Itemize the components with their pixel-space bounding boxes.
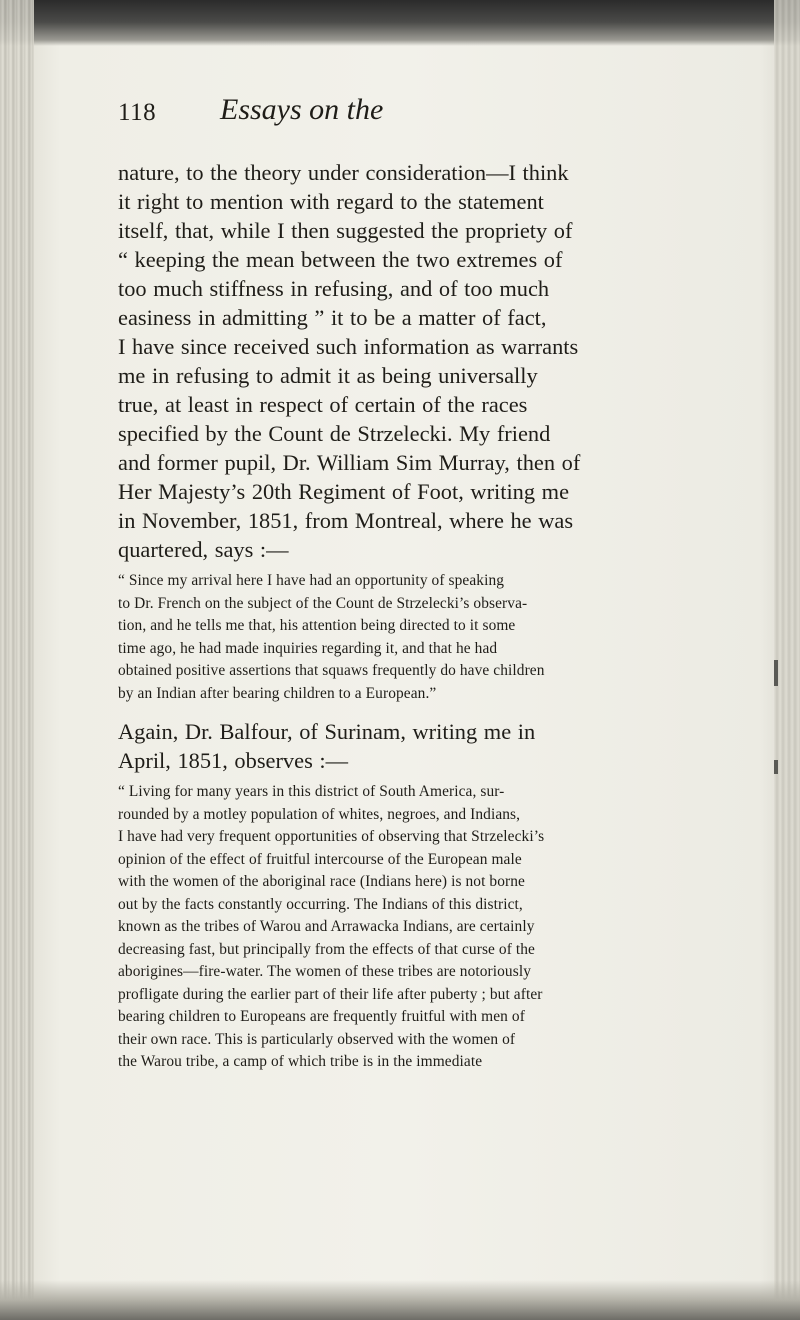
quote-line: opinion of the effect of fruitful intercourse of the European male [118,850,522,868]
text-line: Her Majesty’s 20th Regiment of Foot, writing me [118,479,570,504]
page-gutter-edge [0,0,34,1320]
text-line: it right to mention with regard to the statement [118,189,544,214]
quote-line: aborigines—fire-water. The women of these tribes are notoriously [118,963,531,980]
page-body [118,158,770,1074]
text-line: true, at least in respect of certain of the races [118,392,528,417]
scan-bottom-shadow [0,1280,800,1320]
text-line: specified by the Count de Strzelecki. My friend [118,421,551,446]
text-line: nature, to the theory under consideration—I think [118,160,569,185]
text-line: April, 1851, observes :— [118,748,348,773]
quote-line: time ago, he had made inquiries regarding it, and that he had [118,639,498,657]
text-line: in November, 1851, from Montreal, where he was [118,508,574,533]
quote-line: with the women of the aboriginal race (Indians here) is not borne [118,873,525,890]
quote-line: rounded by a motley population of whites, negroes, and Indians, [118,805,521,823]
text-line: quartered, says :— [118,537,289,562]
text-line: Again, Dr. Balfour, of Surinam, writing me in [118,719,536,744]
text-line: itself, that, while I then suggested the propriety of [118,218,573,243]
quote-line: decreasing fast, but principally from the effects of that curse of the [118,940,535,958]
text-line: “ keeping the mean between the two extremes of [118,247,563,272]
quote-line: “ Living for many years in this district of South America, sur- [118,783,505,800]
quotation-murray [118,570,770,705]
text-line: and former pupil, Dr. William Sim Murray, then of [118,450,581,475]
text-line: easiness in admitting ” it to be a matter of fact, [118,305,547,330]
running-header [118,93,758,133]
quote-line: out by the facts constantly occurring. The Indians of this district, [118,895,523,913]
running-title: Essays on the [220,93,384,126]
quote-line: their own race. This is particularly observed with the women of [118,1030,516,1048]
quote-line: profligate during the earlier part of their life after puberty ; but after [118,985,543,1003]
quote-line: the Warou tribe, a camp of which tribe is in the immediate [118,1053,483,1070]
text-line: me in refusing to admit it as being universally [118,363,538,388]
quote-line: bearing children to Europeans are frequently fruitful with men of [118,1008,525,1025]
quote-line: tion, and he tells me that, his attention being directed to it some [118,617,516,634]
scan-edge-mark [774,760,778,774]
page-number: 118 [118,99,157,126]
paragraph-2 [118,717,770,775]
quote-line: “ Since my arrival here I have had an opportunity of speaking [118,572,505,589]
quote-line: by an Indian after bearing children to a European.” [118,684,437,702]
text-line: I have since received such information as warrants [118,334,579,359]
quote-line: obtained positive assertions that squaws frequently do have children [118,662,545,679]
quote-line: known as the tribes of Warou and Arrawacka Indians, are certainly [118,918,535,935]
scan-edge-mark [774,660,778,686]
quote-line: I have had very frequent opportunities of observing that Strzelecki’s [118,828,545,845]
quote-line: to Dr. French on the subject of the Count de Strzelecki’s observa- [118,594,528,612]
paragraph-1 [118,158,770,564]
scan-top-shadow [0,0,800,46]
text-line: too much stiffness in refusing, and of too much [118,276,550,301]
quotation-balfour [118,781,770,1074]
